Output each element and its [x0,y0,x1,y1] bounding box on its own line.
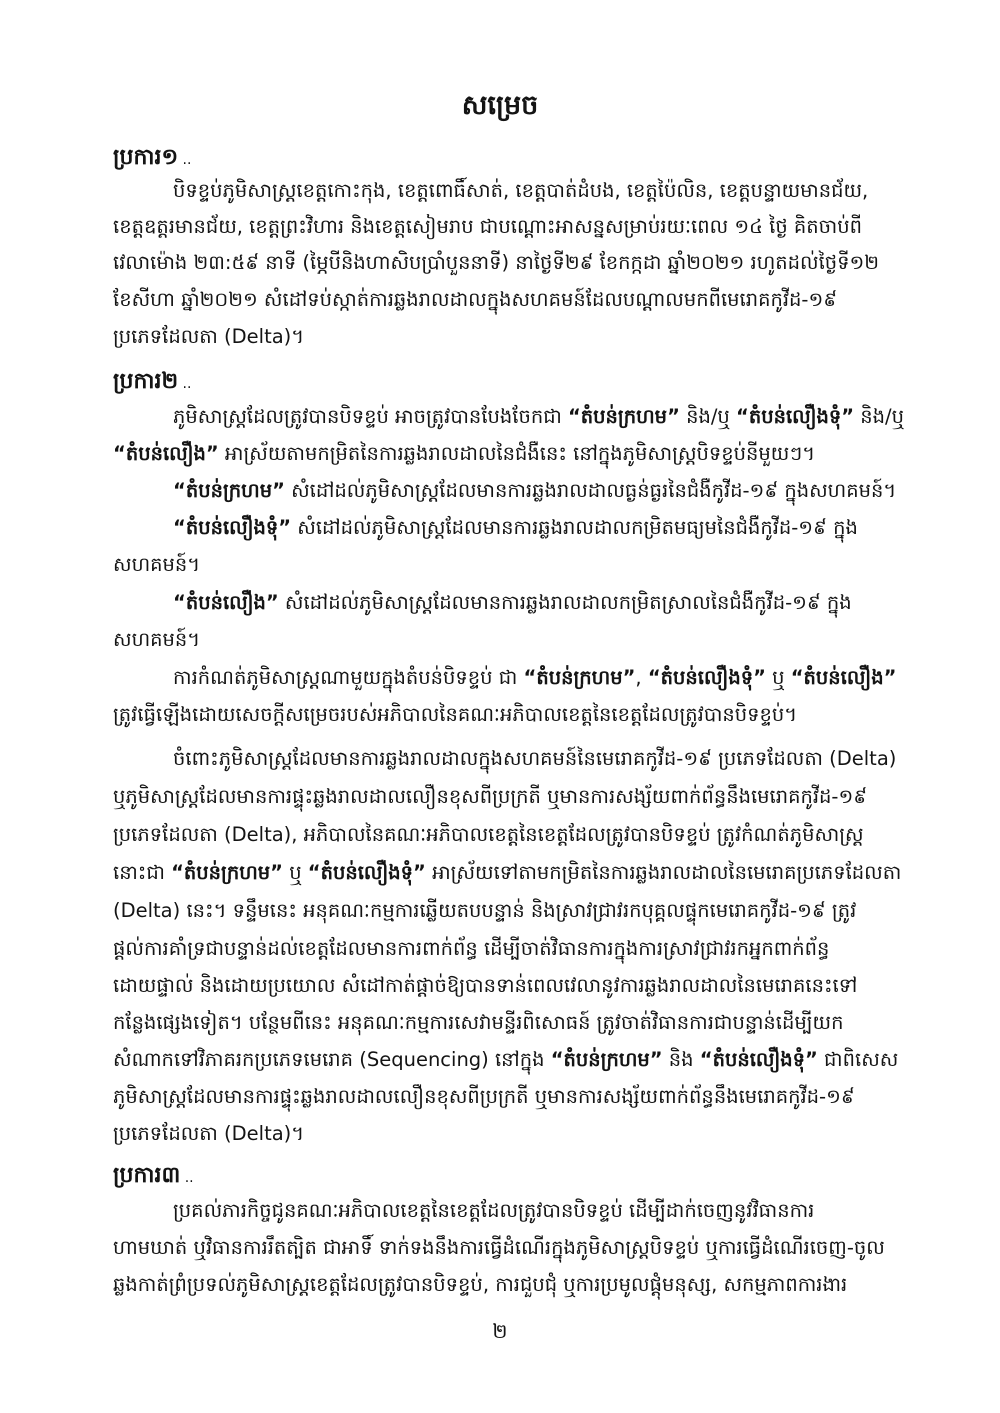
page-number: ២ [492,1319,508,1343]
article-3-line-3: ឆ្លងកាត់ព្រំប្រទល់ភូមិសាស្ត្រខេត្តដែលត្រូវបានបិទខ្ទប់, ការជួបជុំ ឬការប្រមូលផ្តុំមនុស្ស, សកម្មភាពការងារ [113,1273,848,1296]
article-2-line-2: “តំបន់លឿង” អាស្រ័យតាមកម្រិតនៃការឆ្លងរាលដាលនៃជំងឺនេះ នៅក្នុងភូមិសាស្ត្របិទខ្ទប់នីមួយៗ។ [113,442,816,465]
article-2-line-6: “តំបន់លឿង” សំដៅដល់ភូមិសាស្ត្រដែលមានការឆ្លងរាលដាលកម្រិតស្រាលនៃជំងឺកូវីដ-១៩ ក្នុង [173,591,852,614]
article-1-line-1: បិទខ្ទប់ភូមិសាស្ត្រខេត្តកោះកុង, ខេត្តពោធិ៍សាត់, ខេត្តបាត់ដំបង, ខេត្តប៉ៃលិន, ខេត្តបន្ទាយមានជ័យ, [173,179,869,202]
article-3-heading: ប្រការ៣ .. [113,1163,194,1188]
article-2-line-3: “តំបន់ក្រហម” សំដៅដល់ភូមិសាស្ត្រដែលមានការឆ្លងរាលដាលធ្ងន់ធ្ងរនៃជំងឺកូវីដ-១៩ ក្នុងសហគមន៍។ [173,479,897,502]
article-2-line-8: ការកំណត់ភូមិសាស្ត្រណាមួយក្នុងតំបន់បិទខ្ទប់ ជា “តំបន់ក្រហម”, “តំបន់លឿងទុំ” ឬ “តំបន់លឿង” [173,666,897,689]
zone-term: “តំបន់លឿងទុំ” [647,666,766,689]
article-2-line-13: នោះជា “តំបន់ក្រហម” ឬ “តំបន់លឿងទុំ” អាស្រ័យទៅតាមកម្រិតនៃការឆ្លងរាលដាលនៃមេរោគប្រភេទដែលតា [113,861,902,884]
article-1-line-4: ខែសីហា ឆ្នាំ២០២១ សំដៅទប់ស្កាត់ការឆ្លងរាលដាលក្នុងសហគមន៍ដែលបណ្តាលមកពីមេរោគកូវីដ-១៩ [113,288,838,311]
article-3-line-1: ប្រគល់ភារកិច្ចជូនគណៈអភិបាលខេត្តនៃខេត្តដែលត្រូវបានបិទខ្ទប់ ដើម្បីដាក់ចេញនូវវិធានការ [173,1199,815,1222]
zone-term: “តំបន់ក្រហម” [567,405,680,428]
article-1-heading-text: ប្រការ១ [113,145,179,170]
article-2-line-15: ផ្តល់ការគាំទ្រជាបន្ទាន់ដល់ខេត្តដែលមានការពាក់ព័ន្ធ ដើម្បីចាត់វិធានការក្នុងការស្រាវជ្រាវរកអ្នកពាក់ព័ន្ធ [113,937,830,960]
document-title: សម្រេច [461,90,539,121]
article-2-line-18: សំណាកទៅវិភាគរកប្រភេទមេរោគ (Sequencing) នៅក្នុង “តំបន់ក្រហម” និង “តំបន់លឿងទុំ” ជាពិសេស [113,1048,899,1071]
article-2-line-20: ប្រភេទដែលតា (Delta)។ [113,1122,305,1145]
article-2-line-16: ដោយផ្ទាល់ និងដោយប្រយោល សំដៅកាត់ផ្តាច់ឱ្យបានទាន់ពេលវេលានូវការឆ្លងរាលដាលនៃមេរោគនេះទៅ [113,974,858,997]
article-2-line-10: ចំពោះភូមិសាស្ត្រដែលមានការឆ្លងរាលដាលក្នុងសហគមន៍នៃមេរោគកូវីដ-១៩ ប្រភេទដែលតា (Delta) [173,747,897,770]
zone-term: “តំបន់លឿង” [113,442,219,465]
article-2-line-17: កន្លែងផ្សេងទៀត។ បន្ថែមពីនេះ អនុគណៈកម្មការសេវាមន្ទីរពិសោធន៍ ត្រូវចាត់វិធានការជាបន្ទាន់ដើម្បីយក [113,1011,844,1034]
zone-term: “តំបន់លឿងទុំ” [736,405,855,428]
zone-term: “តំបន់លឿង” [173,591,279,614]
article-2-line-19: ភូមិសាស្ត្រដែលមានការផ្ទុះឆ្លងរាលដាលលឿនខុសពីប្រក្រតី ឬមានការសង្ស័យពាក់ព័ន្ធនឹងមេរោគកូវីដ-១៩ [113,1085,855,1108]
article-2-heading: ប្រការ២ .. [113,369,192,394]
zone-term: “តំបន់ក្រហម” [523,666,636,689]
article-3-heading-text: ប្រការ៣ [113,1163,181,1188]
article-1-line-2: ខេត្តឧត្តរមានជ័យ, ខេត្តព្រះវិហារ និងខេត្តសៀមរាប ជាបណ្តោះអាសន្នសម្រាប់រយៈពេល ១៤ ថ្ងៃ គិតចាប់ពី [113,215,862,238]
zone-term: “តំបន់លឿងទុំ” [173,516,292,539]
zone-term: “តំបន់លឿង” [790,666,897,689]
article-2-line-12: ប្រភេទដែលតា (Delta), អភិបាលនៃគណៈអភិបាលខេត្តនៃខេត្តដែលត្រូវបានបិទខ្ទប់ ត្រូវកំណត់ភូមិសាស្ត្រ [113,823,864,846]
article-2-line-14: (Delta) នេះ។ ទន្ទឹមនេះ អនុគណៈកម្មការឆ្លើយតបបន្ទាន់ និងស្រាវជ្រាវរកបុគ្គលផ្ទុកមេរោគកូវីដ-១៩ ត្រូវ [113,899,857,922]
article-1-line-3: វេលាម៉ោង ២៣:៥៩ នាទី (ម្ភៃបីនិងហាសិបប្រាំបួននាទី) នាថ្ងៃទី២៩ ខែកក្កដា ឆ្នាំ២០២១ រហូតដល់ថ្ងៃទី១២ [113,251,880,274]
article-1-heading: ប្រការ១ .. [113,145,192,170]
article-2-heading-text: ប្រការ២ [113,369,179,394]
article-2-line-7: សហគមន៍។ [113,628,201,651]
article-2-line-5: សហគមន៍។ [113,553,201,576]
article-2-line-11: ឬភូមិសាស្ត្រដែលមានការផ្ទុះឆ្លងរាលដាលលឿនខុសពីប្រក្រតី ឬមានការសង្ស័យពាក់ព័ន្ធនឹងមេរោគកូវីដ-១៩ [113,785,868,808]
zone-term: “តំបន់ក្រហម” [550,1048,663,1071]
article-2-line-9: ត្រូវធ្វើឡើងដោយសេចក្តីសម្រេចរបស់អភិបាលនៃគណៈអភិបាលខេត្តនៃខេត្តដែលត្រូវបានបិទខ្ទប់។ [113,703,798,726]
article-3-line-2: ហាមឃាត់ ឬវិធានការរឹតត្បិត ជាអាទិ៍ ទាក់ទងនឹងការធ្វើដំណើរក្នុងភូមិសាស្ត្របិទខ្ទប់ ឬការធ្វើដំណើរចេញ-ចូល [113,1236,885,1259]
zone-term: “តំបន់លឿងទុំ” [307,861,426,884]
article-1-line-5: ប្រភេទដែលតា (Delta)។ [113,325,305,348]
article-2-line-1: ភូមិសាស្ត្រដែលត្រូវបានបិទខ្ទប់ អាចត្រូវបានបែងចែកជា “តំបន់ក្រហម” និង/ឬ “តំបន់លឿងទុំ” និង/ឬ [173,405,904,428]
zone-term: “តំបន់ក្រហម” [173,479,285,502]
zone-term: “តំបន់ក្រហម” [171,861,283,884]
article-2-line-4: “តំបន់លឿងទុំ” សំដៅដល់ភូមិសាស្ត្រដែលមានការឆ្លងរាលដាលកម្រិតមធ្យមនៃជំងឺកូវីដ-១៩ ក្នុង [173,516,858,539]
zone-term: “តំបន់លឿងទុំ” [699,1048,818,1071]
